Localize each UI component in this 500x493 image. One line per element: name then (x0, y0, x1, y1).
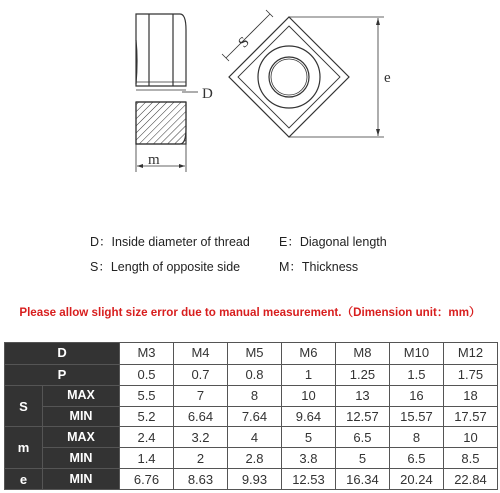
value-cell: 15.57 (389, 406, 443, 427)
value-cell: 18 (443, 385, 497, 406)
value-cell: 5 (281, 427, 335, 448)
value-cell: 12.53 (281, 469, 335, 490)
table-row (5, 364, 498, 385)
sub-label: MIN (43, 406, 120, 427)
value-cell: 13 (335, 385, 389, 406)
table-row (5, 427, 498, 448)
value-cell: 7 (174, 385, 228, 406)
square-nut-drawing (0, 0, 500, 200)
legend-S: S：Length of opposite side (90, 260, 241, 274)
value-cell: 1.75 (443, 364, 497, 385)
value-cell: 6.5 (389, 448, 443, 469)
group-label: e (5, 469, 43, 490)
value-cell: 6.76 (120, 469, 174, 490)
size-header: M10 (389, 343, 443, 365)
value-cell: 8.63 (174, 469, 228, 490)
table-row (5, 385, 498, 406)
value-cell: 22.84 (443, 469, 497, 490)
size-header: M8 (335, 343, 389, 365)
spec-table (4, 342, 498, 490)
table-row (5, 406, 498, 427)
legend-E: E：Diagonal length (279, 235, 387, 249)
size-header: M5 (227, 343, 281, 365)
value-cell: 8 (389, 427, 443, 448)
value-cell: 16.34 (335, 469, 389, 490)
sub-label: MIN (43, 469, 120, 490)
top-view (222, 10, 384, 137)
value-cell: 6.5 (335, 427, 389, 448)
legend-D: D：Inside diameter of thread (90, 235, 250, 249)
size-header: M4 (174, 343, 228, 365)
value-cell: 1 (281, 364, 335, 385)
value-cell: 6.64 (174, 406, 228, 427)
side-view (136, 14, 198, 172)
value-cell: 2.4 (120, 427, 174, 448)
table-row (5, 469, 498, 490)
group-label: m (5, 427, 43, 469)
size-header: M12 (443, 343, 497, 365)
value-cell: 10 (281, 385, 335, 406)
table-row (5, 448, 498, 469)
value-cell: 12.57 (335, 406, 389, 427)
row-label: P (5, 364, 120, 385)
value-cell: 3.2 (174, 427, 228, 448)
value-cell: 4 (227, 427, 281, 448)
value-cell: 20.24 (389, 469, 443, 490)
value-cell: 9.93 (227, 469, 281, 490)
value-cell: 16 (389, 385, 443, 406)
value-cell: 1.5 (389, 364, 443, 385)
value-cell: 2 (174, 448, 228, 469)
value-cell: 5.5 (120, 385, 174, 406)
label-e: e (384, 70, 391, 86)
value-cell: 5 (335, 448, 389, 469)
sub-label: MIN (43, 448, 120, 469)
value-cell: 1.4 (120, 448, 174, 469)
value-cell: 8 (227, 385, 281, 406)
label-S: S (235, 34, 253, 52)
value-cell: 8.5 (443, 448, 497, 469)
value-cell: 10 (443, 427, 497, 448)
value-cell: 0.5 (120, 364, 174, 385)
value-cell: 0.8 (227, 364, 281, 385)
label-m: m (148, 152, 160, 168)
table-header-row (5, 343, 498, 365)
sub-label: MAX (43, 427, 120, 448)
group-label: S (5, 385, 43, 427)
size-header: M3 (120, 343, 174, 365)
legend-M: M：Thickness (279, 260, 359, 274)
value-cell: 7.64 (227, 406, 281, 427)
value-cell: 1.25 (335, 364, 389, 385)
sub-label: MAX (43, 385, 120, 406)
measurement-note: Please allow slight size error due to manual measurement.（Dimension unit：mm） (19, 306, 481, 319)
value-cell: 2.8 (227, 448, 281, 469)
value-cell: 0.7 (174, 364, 228, 385)
value-cell: 5.2 (120, 406, 174, 427)
value-cell: 3.8 (281, 448, 335, 469)
label-D: D (202, 86, 213, 102)
header-label: D (5, 343, 120, 365)
value-cell: 17.57 (443, 406, 497, 427)
value-cell: 9.64 (281, 406, 335, 427)
size-header: M6 (281, 343, 335, 365)
